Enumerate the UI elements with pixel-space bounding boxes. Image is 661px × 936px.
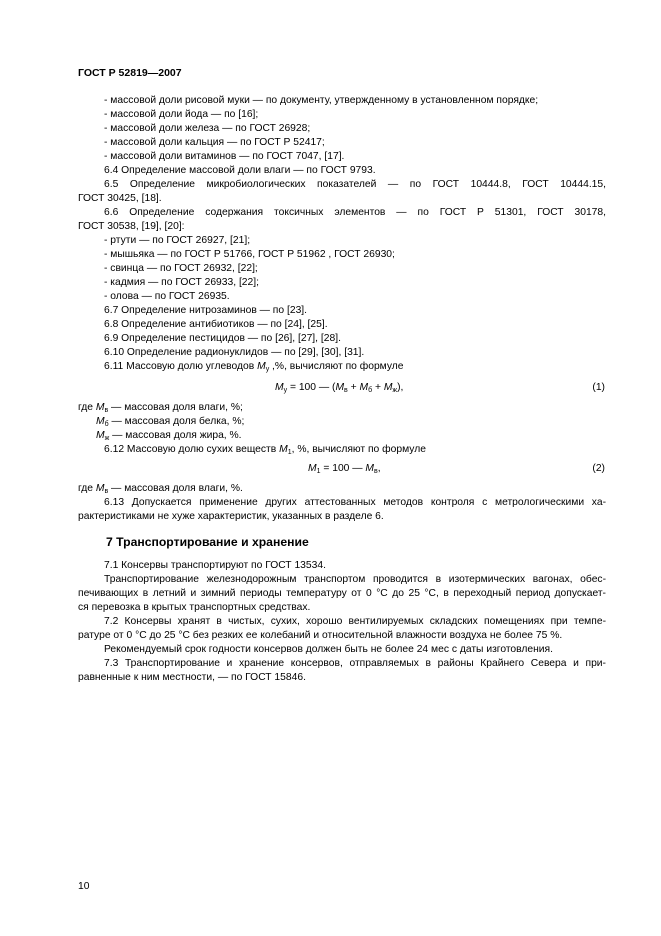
paragraph-6-11: 6.11 Массовую долю углеводов $M_у$ ,%, вычисляют по формуле (104, 361, 404, 373)
formula-1-number: (1) (592, 382, 605, 393)
paragraph-7-3-line2: равненные к ним местности, — по ГОСТ 15846. (78, 672, 306, 683)
where-line: где $M_в$ — массовая доля влаги, %. (78, 483, 243, 495)
document-header: ГОСТ Р 52819—2007 (78, 67, 182, 79)
list-item: - массовой доли витаминов — по ГОСТ 7047, [17]. (104, 151, 345, 162)
paragraph-6-13-line1: 6.13 Допускается применение других аттестованных методов контроля с метрологическими ха- (104, 497, 606, 508)
paragraph-7-1: 7.1 Консервы транспортируют по ГОСТ 13534. (104, 560, 326, 571)
paragraph-6-5-line1: 6.5 Определение микробиологических показателей — по ГОСТ 10444.8, ГОСТ 10444.15, (104, 179, 606, 190)
formula-2: $M_1 = 100$ — $M_в$, (308, 463, 381, 475)
list-item: - массовой доли железа — по ГОСТ 26928; (104, 123, 311, 134)
paragraph-7-2b: Рекомендуемый срок годности консервов должен быть не более 24 мес с даты изготовления. (104, 644, 553, 655)
paragraph-7-1b-line2: печивающих в летний и зимний периоды температуру от 0 °С до 25 °С, в переходный период допускает- (78, 588, 606, 599)
paragraph-7-3-line1: 7.3 Транспортирование и хранение консервов, отправляемых в районы Крайнего Севера и при- (104, 658, 606, 669)
paragraph-6-5-line2: ГОСТ 30425, [18]. (78, 193, 162, 204)
list-item: - массовой доли рисовой муки — по документу, утвержденному в установленном порядке; (104, 95, 539, 106)
list-item: - массовой доли йода — по [16]; (104, 109, 259, 120)
list-item: - кадмия — по ГОСТ 26933, [22]; (104, 277, 259, 288)
paragraph-6-6-line2: ГОСТ 30538, [19], [20]: (78, 221, 185, 232)
paragraph-6-8: 6.8 Определение антибиотиков — по [24], [25]. (104, 319, 328, 330)
where-line: $M_ж$ — массовая доля жира, %. (96, 430, 242, 442)
list-item: - свинца — по ГОСТ 26932, [22]; (104, 263, 258, 274)
paragraph-6-13-line2: рактеристиками не хуже характеристик, указанных в разделе 6. (78, 511, 384, 522)
where-line: $M_б$ — массовая доля белка, %; (96, 416, 245, 428)
section-7-title: 7 Транспортирование и хранение (106, 535, 309, 549)
paragraph-7-2-line1: 7.2 Консервы хранят в чистых, сухих, хорошо вентилируемых складских помещениях при темпе- (104, 616, 606, 627)
paragraph-6-9: 6.9 Определение пестицидов — по [26], [27], [28]. (104, 333, 341, 344)
paragraph-6-12: 6.12 Массовую долю сухих веществ $M_1$, %, вычисляют по формуле (104, 444, 426, 456)
formula-1: $M_у = 100$ — $(M_в + M_б + M_ж)$, (275, 382, 404, 394)
paragraph-7-1b-line1: Транспортирование железнодорожным транспортом проводится в изотермических вагонах, обес- (104, 574, 606, 585)
list-item: - мышьяка — по ГОСТ Р 51766, ГОСТ Р 51962 , ГОСТ 26930; (104, 249, 395, 260)
list-item: - массовой доли кальция — по ГОСТ Р 52417; (104, 137, 325, 148)
paragraph-6-6-line1: 6.6 Определение содержания токсичных элементов — по ГОСТ Р 51301, ГОСТ 30178, (104, 207, 606, 218)
paragraph-7-2-line2: ратуре от 0 °С до 25 °С без резких ее колебаний и относительной влажности воздуха не более 75 %. (78, 630, 563, 641)
list-item: - ртути — по ГОСТ 26927, [21]; (104, 235, 251, 246)
paragraph-7-1b-line3: ся перевозка в крытых транспортных средствах. (78, 602, 311, 613)
formula-2-number: (2) (592, 463, 605, 474)
paragraph-6-7: 6.7 Определение нитрозаминов — по [23]. (104, 305, 308, 316)
paragraph-6-4: 6.4 Определение массовой доли влаги — по ГОСТ 9793. (104, 165, 376, 176)
list-item: - олова — по ГОСТ 26935. (104, 291, 230, 302)
where-line: где $M_в$ — массовая доля влаги, %; (78, 402, 243, 414)
paragraph-6-10: 6.10 Определение радионуклидов — по [29], [30], [31]. (104, 347, 365, 358)
page-number: 10 (78, 881, 90, 892)
